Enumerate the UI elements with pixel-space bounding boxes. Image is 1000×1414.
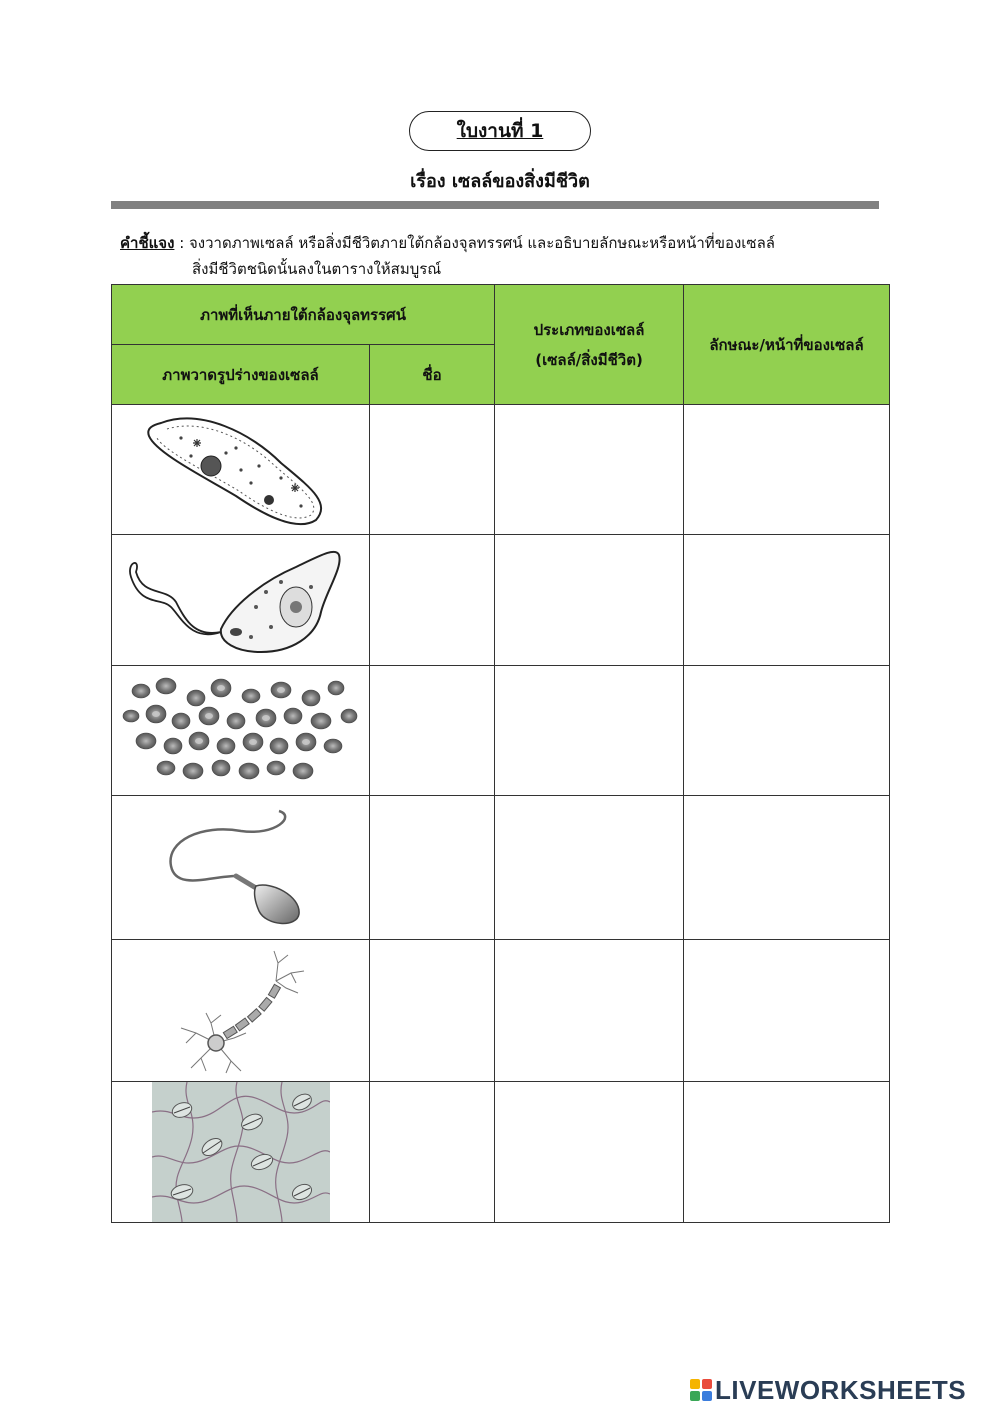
type-cell[interactable] <box>495 796 684 940</box>
divider-bar <box>111 201 879 209</box>
header-drawing: ภาพวาดรูปร่างของเซลล์ <box>112 345 370 405</box>
liveworksheets-logo <box>690 1375 966 1405</box>
worksheet-table <box>111 284 890 1223</box>
function-cell[interactable] <box>684 535 890 666</box>
header-cell-type-line2: (เซลล์/สิ่งมีชีวิต) <box>535 350 643 369</box>
name-cell[interactable] <box>370 796 495 940</box>
header-cell-type-line1: ประเภทของเซลล์ <box>533 320 645 339</box>
function-cell[interactable] <box>684 666 890 796</box>
header-name: ชื่อ <box>370 345 495 405</box>
sperm-cell-image <box>161 806 321 930</box>
function-cell[interactable] <box>684 796 890 940</box>
name-cell[interactable] <box>370 940 495 1082</box>
name-cell[interactable] <box>370 666 495 796</box>
table-row <box>112 940 890 1082</box>
type-cell[interactable] <box>495 666 684 796</box>
name-cell[interactable] <box>370 405 495 535</box>
name-cell[interactable] <box>370 535 495 666</box>
table-row <box>112 1082 890 1223</box>
instructions-label: คำชี้แจง <box>120 234 175 252</box>
liveworksheets-mark-icon <box>690 1379 712 1401</box>
type-cell[interactable] <box>495 1082 684 1223</box>
red-blood-cells-image <box>121 676 361 786</box>
table-row <box>112 666 890 796</box>
euglena-image <box>121 537 361 663</box>
type-cell[interactable] <box>495 535 684 666</box>
function-cell[interactable] <box>684 405 890 535</box>
type-cell[interactable] <box>495 940 684 1082</box>
name-cell[interactable] <box>370 1082 495 1223</box>
type-cell[interactable] <box>495 405 684 535</box>
liveworksheets-brand: LIVEWORKSHEETS <box>715 1374 967 1405</box>
instructions-line1: จงวาดภาพเซลล์ หรือสิ่งมีชีวิตภายใต้กล้องจุลทรรศน์ และอธิบายลักษณะหรือหน้าที่ของเซลล์ <box>189 234 775 252</box>
table-row <box>112 405 890 535</box>
paramecium-image <box>141 408 341 532</box>
function-cell[interactable] <box>684 940 890 1082</box>
worksheet-title-box <box>409 111 591 151</box>
leaf-epidermis-stomata-image <box>152 1082 330 1222</box>
instructions <box>120 230 890 282</box>
header-function: ลักษณะ/หน้าที่ของเซลล์ <box>684 285 890 405</box>
instructions-line2: สิ่งมีชีวิตชนิดนั้นลงในตารางให้สมบูรณ์ <box>192 260 442 278</box>
header-microscope-view: ภาพที่เห็นภายใต้กล้องจุลทรรศน์ <box>112 285 495 345</box>
worksheet-title: ใบงานที่ 1 <box>456 120 544 142</box>
table-row <box>112 535 890 666</box>
header-cell-type <box>495 285 684 405</box>
table-row <box>112 796 890 940</box>
neuron-image <box>166 943 316 1079</box>
worksheet-subtitle: เรื่อง เซลล์ของสิ่งมีชีวิต <box>410 171 590 192</box>
instructions-sep: : <box>174 234 190 252</box>
function-cell[interactable] <box>684 1082 890 1223</box>
